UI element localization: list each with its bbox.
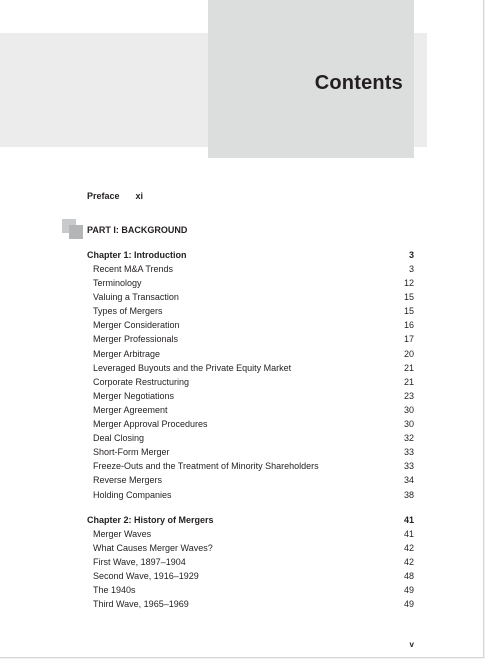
entry-label: Reverse Mergers [93,475,163,486]
entry-label: What Causes Merger Waves? [93,543,213,554]
entry-page: 42 [403,557,414,568]
preface-label: Preface [87,191,120,201]
toc-entry[interactable] [87,276,414,290]
chapter-page: 41 [403,515,414,525]
entry-page: 17 [403,334,414,345]
entry-label: First Wave, 1897–1904 [93,557,186,568]
entry-label: Merger Arbitrage [93,348,161,359]
toc-entry[interactable] [87,555,414,569]
entry-page: 38 [403,489,414,500]
entry-page: 3 [408,264,414,274]
entry-page: 30 [403,419,414,430]
entry-page: 15 [403,306,414,317]
entry-label: Merger Consideration [93,320,180,331]
entry-label: The 1940s [93,585,136,596]
toc-preface[interactable] [87,191,143,201]
toc-entry[interactable] [87,304,414,318]
entry-label: Recent M&A Trends [93,264,174,274]
chapter-title: Chapter 2: History of Mergers [87,515,214,525]
entry-label: Merger Professionals [93,334,179,345]
toc-entry[interactable] [87,527,414,541]
toc-entry[interactable] [87,473,414,487]
entry-label: Second Wave, 1916–1929 [93,571,199,582]
toc-entry[interactable] [87,332,414,346]
entry-label: Holding Companies [93,489,172,500]
entry-page: 20 [403,348,414,359]
entry-page: 32 [403,433,414,444]
entry-label: Third Wave, 1965–1969 [93,599,189,610]
toc-entry[interactable] [87,541,414,555]
preface-page: xi [135,191,144,201]
toc-entry[interactable] [87,318,414,332]
toc-entry[interactable] [87,431,414,445]
entry-label: Merger Agreement [93,404,168,415]
part-marker-icon [62,219,84,239]
toc-entry[interactable] [87,389,414,403]
entry-page: 49 [403,599,414,610]
entry-page: 33 [403,447,414,458]
toc-entry[interactable] [87,262,414,276]
entry-page: 49 [403,585,414,596]
entry-page: 21 [403,362,414,373]
chapter-heading[interactable] [87,248,414,262]
entry-label: Corporate Restructuring [93,376,190,387]
toc-entry[interactable] [87,459,414,473]
chapter-page: 3 [408,250,414,260]
entry-page: 33 [403,461,414,472]
toc-entry[interactable] [87,417,414,431]
entry-page: 30 [403,404,414,415]
chapter-1 [87,248,414,502]
toc-entry[interactable] [87,361,414,375]
entry-page: 21 [403,376,414,387]
toc-entry[interactable] [87,445,414,459]
entry-page: 16 [403,320,414,331]
entry-page: 41 [403,529,414,539]
entry-page: 48 [403,571,414,582]
entry-label: Freeze-Outs and the Treatment of Minority Shareholders [93,461,319,472]
entry-page: 23 [403,390,414,401]
entry-page: 42 [403,543,414,554]
chapter-title: Chapter 1: Introduction [87,250,187,260]
entry-page: 34 [403,475,414,486]
entry-label: Valuing a Transaction [93,292,179,303]
chapter-heading[interactable] [87,513,414,527]
toc-entry[interactable] [87,488,414,502]
toc-entry[interactable] [87,583,414,597]
entry-label: Terminology [93,278,142,289]
page-number: v [409,640,414,649]
entry-label: Short-Form Merger [93,447,170,458]
entry-page: 15 [403,292,414,303]
entry-label: Types of Mergers [93,306,163,317]
toc-entry[interactable] [87,347,414,361]
toc-entry[interactable] [87,375,414,389]
entry-label: Deal Closing [93,433,145,444]
page-title: Contents [314,72,403,94]
toc-entry[interactable] [87,597,414,611]
toc-entry[interactable] [87,569,414,583]
entry-label: Merger Waves [93,529,152,539]
toc-entry[interactable] [87,290,414,304]
toc-entry[interactable] [87,403,414,417]
chapter-2 [87,513,414,612]
part-title: PART I: BACKGROUND [87,225,188,235]
entry-label: Merger Approval Procedures [93,419,208,430]
entry-page: 12 [403,278,414,289]
entry-label: Leveraged Buyouts and the Private Equity Market [93,362,292,373]
entry-label: Merger Negotiations [93,390,175,401]
